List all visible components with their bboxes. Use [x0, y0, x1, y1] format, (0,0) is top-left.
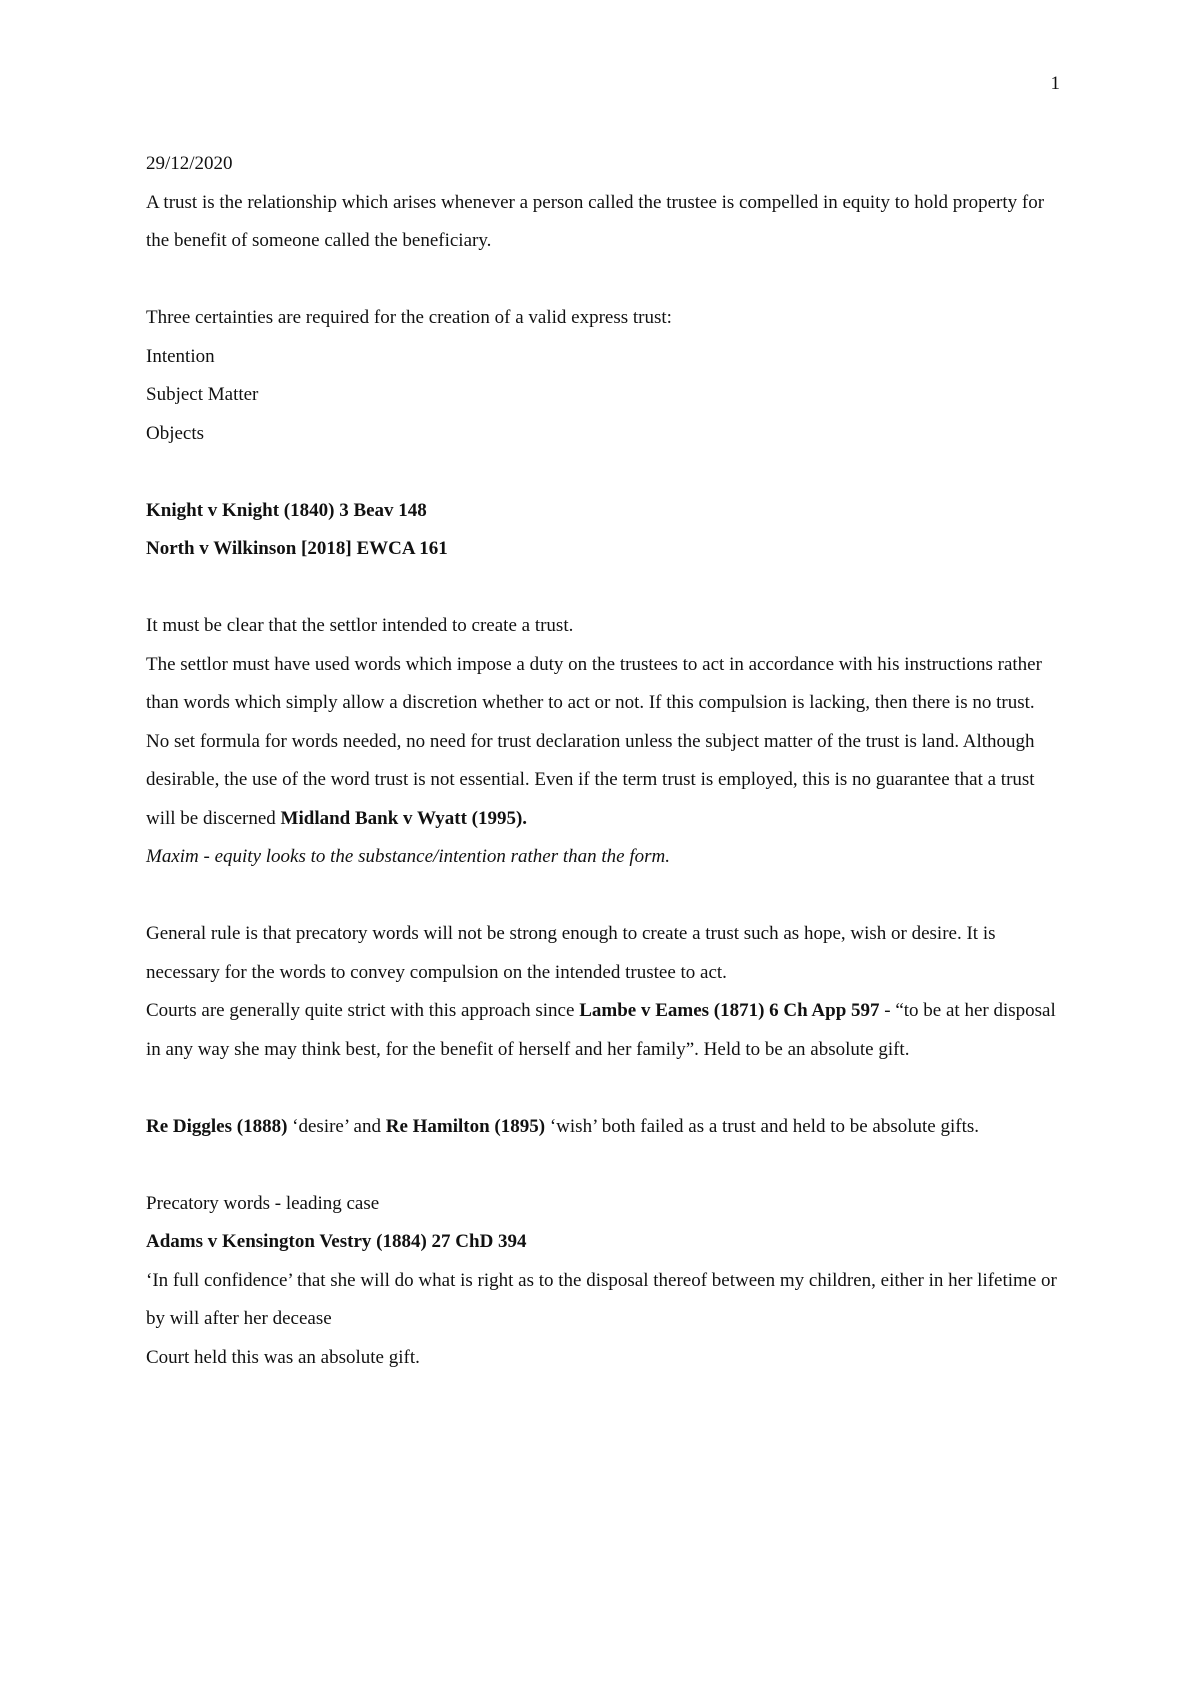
spacer: [146, 261, 1066, 300]
lambe-paragraph: [146, 992, 1066, 1069]
spacer: [146, 1146, 1066, 1185]
maxim-line: [146, 838, 1066, 877]
case-north: [146, 530, 1066, 569]
spacer: [146, 1069, 1066, 1108]
certainties-heading: Three certainties are required for the creation of a valid express trust:: [146, 307, 672, 328]
case-diggles: Re Diggles (1888): [146, 1115, 288, 1137]
intention-formula-paragraph: [146, 723, 1066, 839]
certainty-item-objects: Objects: [146, 422, 205, 444]
spacer: [146, 877, 1066, 916]
diggles-text: ‘desire’ and: [287, 1115, 386, 1137]
precatory-rule-paragraph: General rule is that precatory words will not be strong enough to create a trust such as hope, wish or desire. It is necessary for the words to convey compulsion on the intended trustee to act.: [146, 923, 996, 983]
date-line: 29/12/2020: [146, 153, 233, 174]
formula-text: No set formula for words needed, no need for trust declaration unless the subject matter of the trust is land. Although desirable, the use of the word trust is not essential. Even if the term trust is employed, this is no guarantee that a trust will be discerned: [146, 730, 1035, 829]
page-number: 1: [1050, 73, 1060, 94]
spacer: [146, 569, 1066, 608]
maxim-text: Maxim - equity looks to the substance/intention rather than the form.: [146, 846, 671, 867]
certainty-item-intention: Intention: [146, 345, 215, 367]
case-north-title: North v Wilkinson [2018] EWCA 161: [146, 538, 448, 559]
certainty-item-subject-matter: Subject Matter: [146, 384, 259, 405]
case-hamilton: Re Hamilton (1895): [385, 1115, 546, 1137]
spacer: [146, 453, 1066, 492]
case-midland-bank: Midland Bank v Wyatt (1995).: [280, 807, 528, 829]
case-knight: [146, 492, 1066, 531]
lambe-intro: Courts are generally quite strict with this approach since: [146, 1000, 580, 1021]
document-body: [146, 145, 1066, 1377]
case-adams: [146, 1223, 1066, 1262]
intention-line: It must be clear that the settlor intended to create a trust.: [146, 615, 574, 636]
lambe-quote: - “to be at her disposal in any way she may think best, for the benefit of herself and her family”. Held to be an absolute gift.: [146, 1000, 1056, 1060]
case-knight-title: Knight v Knight (1840) 3 Beav 148: [146, 499, 427, 521]
adams-held: Court held this was an absolute gift.: [146, 1346, 420, 1368]
hamilton-text: ‘wish’ both failed as a trust and held to be absolute gifts.: [545, 1115, 980, 1137]
trust-definition: A trust is the relationship which arises whenever a person called the trustee is compelled in equity to hold property for the benefit of someone called the beneficiary.: [146, 191, 1045, 251]
adams-quote: ‘In full confidence’ that she will do what is right as to the disposal thereof between my children, either in her lifetime or by will after her decease: [146, 1269, 1057, 1329]
diggles-paragraph: [146, 1108, 1066, 1147]
leading-case-label: Precatory words - leading case: [146, 1192, 380, 1214]
intention-duty-paragraph: The settlor must have used words which impose a duty on the trustees to act in accordance with his instructions rather than words which simply allow a discretion whether to act or not. If this compulsion is lacking, then there is no trust.: [146, 653, 1042, 713]
case-adams-title: Adams v Kensington Vestry (1884) 27 ChD 394: [146, 1231, 527, 1252]
case-lambe: Lambe v Eames (1871) 6 Ch App 597: [579, 1000, 880, 1021]
